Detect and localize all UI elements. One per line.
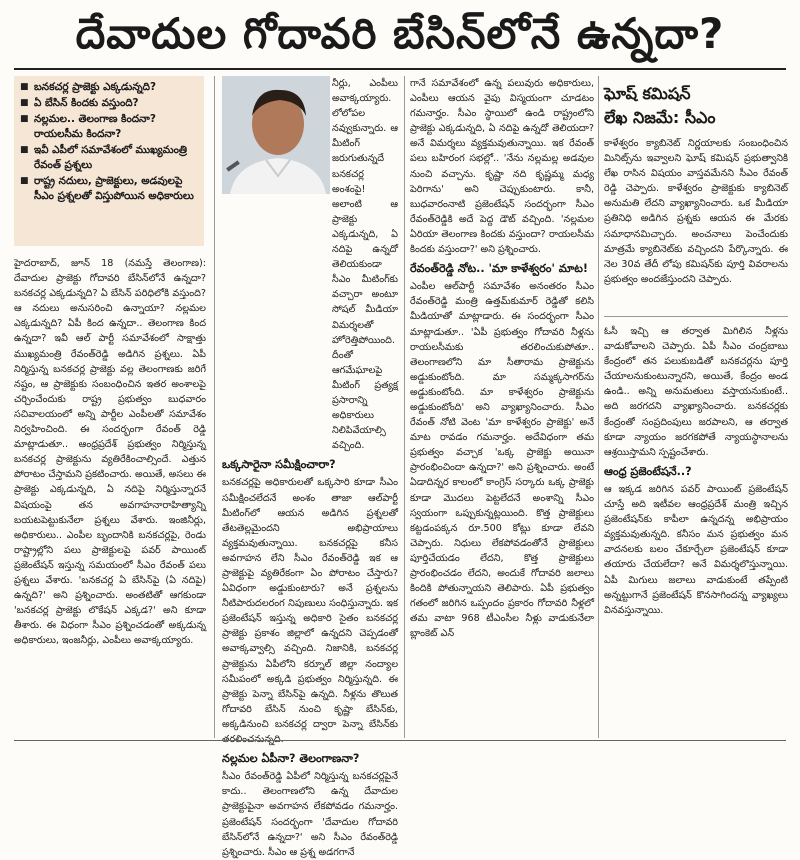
ghosh-commission-box	[604, 82, 788, 312]
column-2-text-2: సీఎం రేవంత్‌రెడ్డి ఏపీలో నిర్మిస్తున్న బనకచర్లపైనే కాదు.. తెలంగాణలోని ఉన్న దేవాదుల ప్రాజెక్టుపైనా అవగాహన లేకపోవడం గమనార్హం. ప్రజెంటేషన్ సందర్భంగా 'దేవాదుల గోదావరి బేసిన్‌లోనే ఉన్నదా?' అని సీఎం రేవంత్‌రెడ్డి ప్రశ్నించారు. సీఎం ఆ ప్రశ్న అడగగానే	[222, 771, 398, 858]
highlight-item: ■ రాష్ట్ర నదులు, ప్రాజెక్టులు, అడవులపై సీఎం ప్రశ్నలతో విస్తుపోయిన అధికారులు	[20, 174, 198, 204]
column-3-text: గానే సమావేశంలో ఉన్న పలువురు అధికారులు, ఎంపీలు ఆయన వైపు విస్మయంగా చూడటం గమనార్హం. సీఎం స్థాయిలో ఉండి రాష్ట్రంలోని ప్రాజెక్టు ఎక్కడున్నది, ఏ నదిపై ఉన్నదో తెలియదా? అనే విమర్శలు వ్యక్తమవుతున్నాయి. ఇక రేవంత్ పలు బహిరంగ సభల్లో.. 'నేను నల్లమల్ల అడవుల నుంచి వచ్చాను. కృష్ణా నది కృష్ణమ్మ మధ్య పెరిగాను' అని చెప్పుకుంటారు. కానీ, బుధవారంనాటి ప్రజెంటేషన్ సందర్భంగా సీఎం రేవంత్‌రెడ్డికి అదే పెద్ద డౌట్ వచ్చింది. 'నల్లమల ఏరియా తెలంగాణ కిందకు వస్తుందా? రాయలసీమ కిందకు వస్తుందా?' అని ప్రశ్నించారు.	[410, 78, 594, 256]
subheading-nallamala: నల్లమల ఏపీనా? తెలంగాణనా?	[222, 752, 360, 766]
column-4-text: ఓసీ ఇచ్చి ఆ తర్వాత మిగిలిన నీళ్లను వాడుకోవాలని చెప్పారు. ఏపీ సీఎం చంద్రబాబు కేంద్రంలో తన పలుకుబడితో బనకచర్లను పూర్తి చేయాలనుకుంటున్నారని, అయితే, కేంద్రం అండ ఉండి.. అన్ని అనుమతులు వస్తాయనుకుంటే.. అది జరగదని వ్యాఖ్యానించారు. బనకచర్లకు కేంద్రంతో సంప్రదింపులు జరపాలని, ఆ తర్వాత కూడా న్యాయం జరగకపోతే న్యాయస్థానాలను ఆశ్రయిస్తామని స్పష్టంచేశారు.	[604, 326, 788, 458]
column-2	[222, 76, 398, 858]
headline-rule	[14, 68, 786, 70]
highlight-item: ■ ఏ బేసిన్ కిందకు వస్తుంది?	[20, 96, 198, 111]
column-4-text-2: ఆ ఇక్కడ జరిగిన పవర్ పాయింట్ ప్రజెంటేషన్ చూస్తే అది ఇటీవల ఆంధ్రప్రదేశ్ మంత్రి ఇచ్చిన ప్రజెంటేషన్‌కు కాపీలా ఉన్నదన్న అభిప్రాయం వ్యక్తమవుతున్నది. కనీసం మన ప్రభుత్వం మన వాదనలకు బలం చేకూర్చేలా ప్రజెంటేషన్ కూడా తయారు చేయలేదా? అనే విమర్శలొస్తున్నాయి. ఏపీ మిగులు జలాలు వాడుకుంటే తప్పేంటి అన్నట్టుగానే ప్రజెంటేషన్ కొనసాగిందన్న వ్యాఖ్యలు వినవస్తున్నాయి.	[604, 483, 788, 616]
column-3	[410, 76, 594, 738]
column-2-text: బనకచర్లపై అధికారులతో ఒక్కసారి కూడా సీఎం సమీక్షించలేదనే అంశం తాజా ఆల్‌పార్టీ మీటింగ్‌లో ఆయన అడిగిన ప్రశ్నలతో తేటతెల్లమైందని అభిప్రాయాలు వ్యక్తమవుతున్నాయి. బనకచర్లపై కనీస అవగాహన లేని సీఎం రేవంత్‌రెడ్డి ఇక ఆ ప్రాజెక్టుపై వ్యతిరేకంగా ఏం పోరాటం చేస్తారు? ఏవిధంగా అడ్డుకుంటారు? అనే ప్రశ్నలను నీటిపారుదలరంగ నిపుణులు సంధిస్తున్నారు. ఇక ప్రజెంటేషన్ ఇస్తున్న అధికారి సైతం బనకచర్ల ప్రాజెక్టు ప్రకాశం జిల్లాలో ఉన్నదని చెప్పడంతో అవాక్కవ్వాల్సి వచ్చింది. నిజానికి, బనకచర్ల ప్రాజెక్టును ఏపీలోని కర్నూల్ జిల్లా నంద్యాల సమీపంలో అక్కడి ప్రభుత్వం నిర్మిస్తున్నది. ఈ ప్రాజెక్టు పెన్నా బేసిన్‌పై ఉన్నది. నీళ్లను తొలుత గోదావరి బేసిన్ నుంచి కృష్ణా బేసిన్‌కు, అక్కడినుంచి బనకచర్ల ద్వారా పెన్నా బేసిన్‌కు	[222, 477, 398, 730]
subheading-kaleshwaram: రేవంత్‌రెడ్డి నోట.. 'మా కాళేశ్వరం' మాట!	[410, 262, 588, 276]
column-divider	[404, 76, 405, 738]
sidebox-title-1: ఘోష్ కమిషన్	[604, 84, 691, 103]
subheading-andhra-presentation: ఆంధ్ర ప్రజెంటేషనే..?	[604, 464, 692, 478]
column-4	[604, 324, 788, 738]
highlight-item: ■ నల్లమల.. తెలంగాణ కిందనా? రాయలసీమ కిందనా?	[20, 112, 198, 142]
highlight-item: ■ ఇవీ ఎపీలో సమావేశంలో ముఖ్యమంత్రి రేవంత్ ప్రశ్నలు	[20, 143, 198, 173]
column-divider	[598, 76, 599, 738]
sidebox-divider	[604, 316, 788, 317]
column-1-text: హైదరాబాద్, జూన్ 18 (నమస్తే తెలంగాణ): దేవాదుల ప్రాజెక్టు గోదావరి బేసిన్‌లోనే ఉన్నదా? బనకచర్ల ఎక్కడున్నది? ఏ బేసిన్ పరిధిలోకి వస్తుంది? ఆ నదులు అనుసరించి ఉన్నాయా? నల్లమల ఎక్కడున్నది? ఏపీ కింద ఉన్నదా.. తెలంగాణ కింద ఉన్నదా? ఇవీ ఆల్ పార్టీ సమావేశంలో సాక్షాత్తు ముఖ్యమంత్రి రేవంత్‌రెడ్డి అడిగిన ప్రశ్నలు. ఏపీ నిర్మిస్తున్న బనకచర్ల ప్రాజెక్టు వల్ల తెలంగాణకు జరిగే నష్టం, ఆ ప్రాజెక్టుకు సంబంధించిన ఇతర అంశాలపై చర్చించేందుకు రాష్ట్ర ప్రభుత్వం బుధవారం సచివాలయంలో అన్ని పార్టీల ఎంపీలతో సమావేశం నిర్వహించింది. ఈ సందర్భంగా రేవంత్ రెడ్డి మాట్లాడుతూ.. ఆంధ్రప్రదేశ్ ప్రభుత్వం నిర్మిస్తున్న బనకచర్ల ప్రాజెక్టును వ్యతిరేకించాల్సిందే. ఎత్తున పోరాటం చేస్తామని ప్రకటించారు. అయితే, అసలు ఈ ప్రాజెక్టు ఎక్కడున్నది, ఏ నదిపై నిర్మిస్తున్నారనే విషయంపై తన అవగాహనారాహిత్యాన్ని బయటపెట్టుకునేలా ప్రశ్నలు వేశారు. ఇంజినీర్లు, అధికారులు.. ఎంపీల బృందానికి బనకచర్లపై, రెండు రాష్ట్రాల్లోని పలు ప్రాజెక్టులపై పవర్ పాయింట్ ప్రజెంటేషన్ ఇస్తున్న సమయంలో సీఎం రేవంత్ పలు ప్రశ్నలు వేశారు. 'బనకచర్ల ఏ బేసిన్‌పై (ఏ నదిపై) ఉన్నది?' అని ప్రశ్నించారు. అంతటితో ఆగకుండా 'బనకచర్ల ప్రాజెక్టు లొకేషన్ ఎక్కడ?' అని కూడా తీశారు. ఈ విధంగా సీఎం ప్రశ్నించడంతో అక్కడున్న అధికారులు, ఇంజనీర్లు, ఎంపీలు అవాక్కయ్యారు.	[14, 258, 206, 647]
column-2-lead: నీర్లు, ఎంపీలు అవాక్కయ్యారు. లోలోపల నవ్వుకున్నారు. ఆ మీటింగ్ జరుగుతున్నదే బనకచర్ల అంశంపై! అలాంటి ఆ ప్రాజెక్టు ఎక్కడున్నది, ఏ నదిపై ఉన్నదో తెలియకుండా సీఎం మీటింగ్‌కు వచ్చారా అంటూ సోషల్ మీడియా విమర్శలతో హోరెత్తిపోయింది. దీంతో ఆగమేఘాలపై మీటింగ్ ప్రత్యక్ష ప్రసారాన్ని అధికారులు నిలిపివేయాల్సి వచ్చింది.	[332, 78, 398, 452]
subheading-review: ఒక్కసారైనా సమీక్షించారా?	[222, 458, 336, 472]
column-1	[14, 256, 206, 736]
highlight-item: ■ బనకచర్ల ప్రాజెక్టు ఎక్కడున్నది?	[20, 80, 198, 95]
sidebox-body: కాళేశ్వరం క్యాబినెట్ నిర్ణయాలకు సంబంధించిన మినిట్స్‌ను ఇవ్వాలని ఘోష్ కమిషన్ ప్రభుత్వానికి లేఖ రాసిన విషయం వాస్తవమేనని సీఎం రేవంత్ రెడ్డి చెప్పారు. కాళేశ్వరం ప్రాజెక్టుకు క్యాబినెట్ అనుమతి లేదని వ్యాఖ్యానించారు. ఒక మీడియా ప్రతినిధి అడిగిన ప్రశ్నకు ఆయన ఈ మేరకు సమాధానమిచ్చారు. అంచనాలు పెంచేందుకు మాత్రమే క్యాబినెట్‌కు వచ్చిందని పేర్కొన్నారు. ఈ నెల 30వ తేదీ లోపు కమిషన్‌కు పూర్తి వివరాలను ప్రభుత్వం అందజేస్తుందని చెప్పారు.	[604, 138, 788, 285]
column-divider	[214, 76, 215, 738]
column-3-text-2: ఎంపీల ఆల్‌పార్టీ సమావేశం అనంతరం సీఎం రేవంత్‌రెడ్డి మంత్రి ఉత్తమ్‌కుమార్ రెడ్డితో కలిసి మీడియాతో మాట్లాడారు. ఈ సందర్భంగా సీఎం మాట్లాడుతూ.. 'ఏపీ ప్రభుత్వం గోదావరి నీళ్లను రాయలసీమకు తరలించుకుపోతూ.. తెలంగాణలోని మా సీతారామ ప్రాజెక్టును అడ్డుకుంటోంది. మా సమ్మక్కసాగర్‌ను అడ్డుకుంటోంది. మా కాళేశ్వరం ప్రాజెక్టును అడ్డుకుంటోంది' అని వ్యాఖ్యానించారు. సీఎం రేవంత్ నోటి వెంట 'మా కాళేశ్వరం ప్రాజెక్టు' అనే మాట రావడం గమనార్హం. అదేవిధంగా తమ ప్రభుత్వం వచ్చాక 'ఒక్క ప్రాజెక్టు అయినా ప్రారంభించిందా ఉన్నదా?' అని ప్రశ్నించారు. అంటే ఏడాదిన్నర కాలంలో కాంగ్రెస్ సర్కారు ఒక్క ప్రాజెక్టు కూడా మొదలు పెట్టలేదనే అంశాన్ని సీఎం స్వయంగా ఒప్పుకున్నట్లయింది. కొత్త ప్రాజెక్టులు కట్టడంపక్కన రూ.500 కోట్లు కూడా లేవని చెప్పారు. నిధులు లేకపోవడంతోనే ప్రాజెక్టులు పూర్తిచేయడం లేదని, కొత్త ప్రాజెక్టులు ప్రారంభించడం లేదని, అందుకే గోదావరి జలాలు కిందికి పోతున్నాయని తెలిపారు. ఏపీ ప్రభుత్వం గతంలో జరిగిన ఒప్పందం ప్రకారం గోదావరి నీళ్లలో తమ వాటా 968 టీఎంసీల నీళ్లు వాడుకునేలా బ్లాంకెట్ ఎన్	[410, 281, 594, 640]
sidebox-title-2: లేఖ నిజమే: సీఎం	[604, 108, 716, 127]
bottom-rule	[14, 740, 786, 741]
headline: దేవాదుల గోదావరి బేసిన్‌లోనే ఉన్నదా?	[75, 9, 725, 58]
highlights-box	[14, 76, 204, 246]
